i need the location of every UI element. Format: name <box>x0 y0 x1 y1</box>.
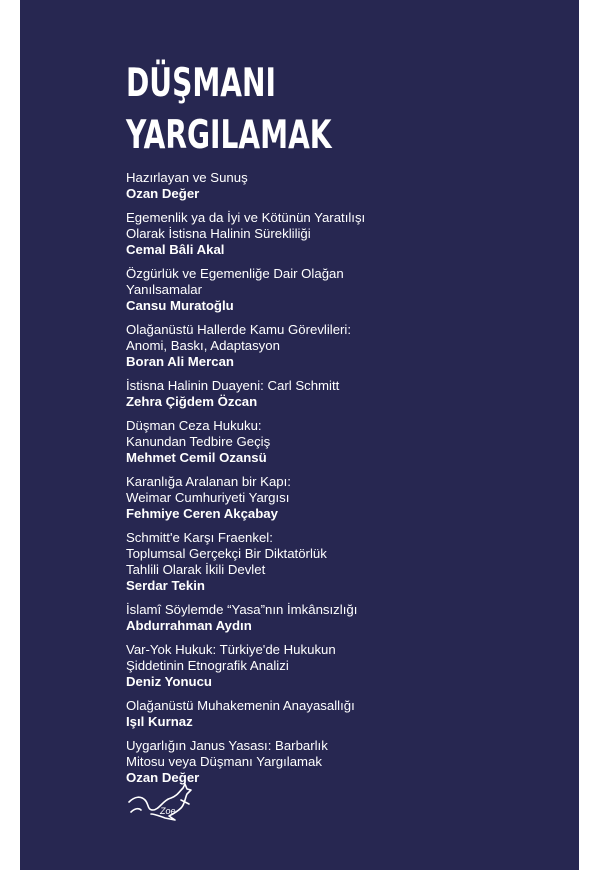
entry-author: Cansu Muratoğlu <box>126 298 234 313</box>
entry-title: Karanlığa Aralanan bir Kapı: Weimar Cumhuriyeti Yargısı <box>126 474 291 505</box>
publisher-name: Zoe <box>160 806 176 816</box>
kangaroo-logo-icon <box>125 778 205 826</box>
entry-title: Hazırlayan ve Sunuş <box>126 170 248 185</box>
entry-title: Düşman Ceza Hukuku: Kanundan Tedbire Geçiş <box>126 418 271 449</box>
contents-entry <box>126 210 466 258</box>
entry-title: Var-Yok Hukuk: Türkiye'de Hukukun Şiddetinin Etnografik Analizi <box>126 642 336 673</box>
entry-title: Olağanüstü Hallerde Kamu Görevlileri: Anomi, Baskı, Adaptasyon <box>126 322 352 353</box>
book-title-line-1: DÜŞMANI <box>126 61 276 106</box>
entry-author: Ozan Değer <box>126 186 200 201</box>
entry-author: Fehmiye Ceren Akçabay <box>126 506 278 521</box>
contents-entry <box>126 418 466 466</box>
contents-list <box>126 170 466 786</box>
entry-title: Olağanüstü Muhakemenin Anayasallığı <box>126 698 355 713</box>
contents-entry <box>126 322 466 370</box>
entry-author: Abdurrahman Aydın <box>126 618 252 633</box>
contents-entry <box>126 474 466 522</box>
entry-title: Özgürlük ve Egemenliğe Dair Olağan Yanılsamalar <box>126 266 344 297</box>
book-title-line-2: YARGILAMAK <box>126 113 332 158</box>
contents-entry <box>126 170 466 202</box>
entry-title: İslamî Söylemde “Yasa”nın İmkânsızlığı <box>126 602 358 617</box>
contents-entry <box>126 602 466 634</box>
entry-author: Deniz Yonucu <box>126 674 212 689</box>
entry-title: İstisna Halinin Duayeni: Carl Schmitt <box>126 378 340 393</box>
entry-author: Cemal Bâli Akal <box>126 242 225 257</box>
entry-title: Schmitt'e Karşı Fraenkel: Toplumsal Gerçekçi Bir Diktatörlük Tahlili Olarak İkili Devlet <box>126 530 327 577</box>
contents-entry <box>126 378 466 410</box>
contents-entry <box>126 698 466 730</box>
entry-author: Zehra Çiğdem Özcan <box>126 394 258 409</box>
entry-author: Işıl Kurnaz <box>126 714 193 729</box>
contents-entry <box>126 642 466 690</box>
book-title <box>126 58 466 166</box>
entry-author: Serdar Tekin <box>126 578 205 593</box>
contents-entry <box>126 530 466 594</box>
entry-author: Boran Ali Mercan <box>126 354 234 369</box>
entry-author: Ozan Değer <box>126 770 200 785</box>
entry-title: Egemenlik ya da İyi ve Kötünün Yaratılışı Olarak İstisna Halinin Sürekliliği <box>126 210 366 241</box>
contents-entry <box>126 266 466 314</box>
cover-content <box>126 58 466 794</box>
entry-author: Mehmet Cemil Ozansü <box>126 450 267 465</box>
entry-title: Uygarlığın Janus Yasası: Barbarlık Mitosu veya Düşmanı Yargılamak <box>126 738 328 769</box>
